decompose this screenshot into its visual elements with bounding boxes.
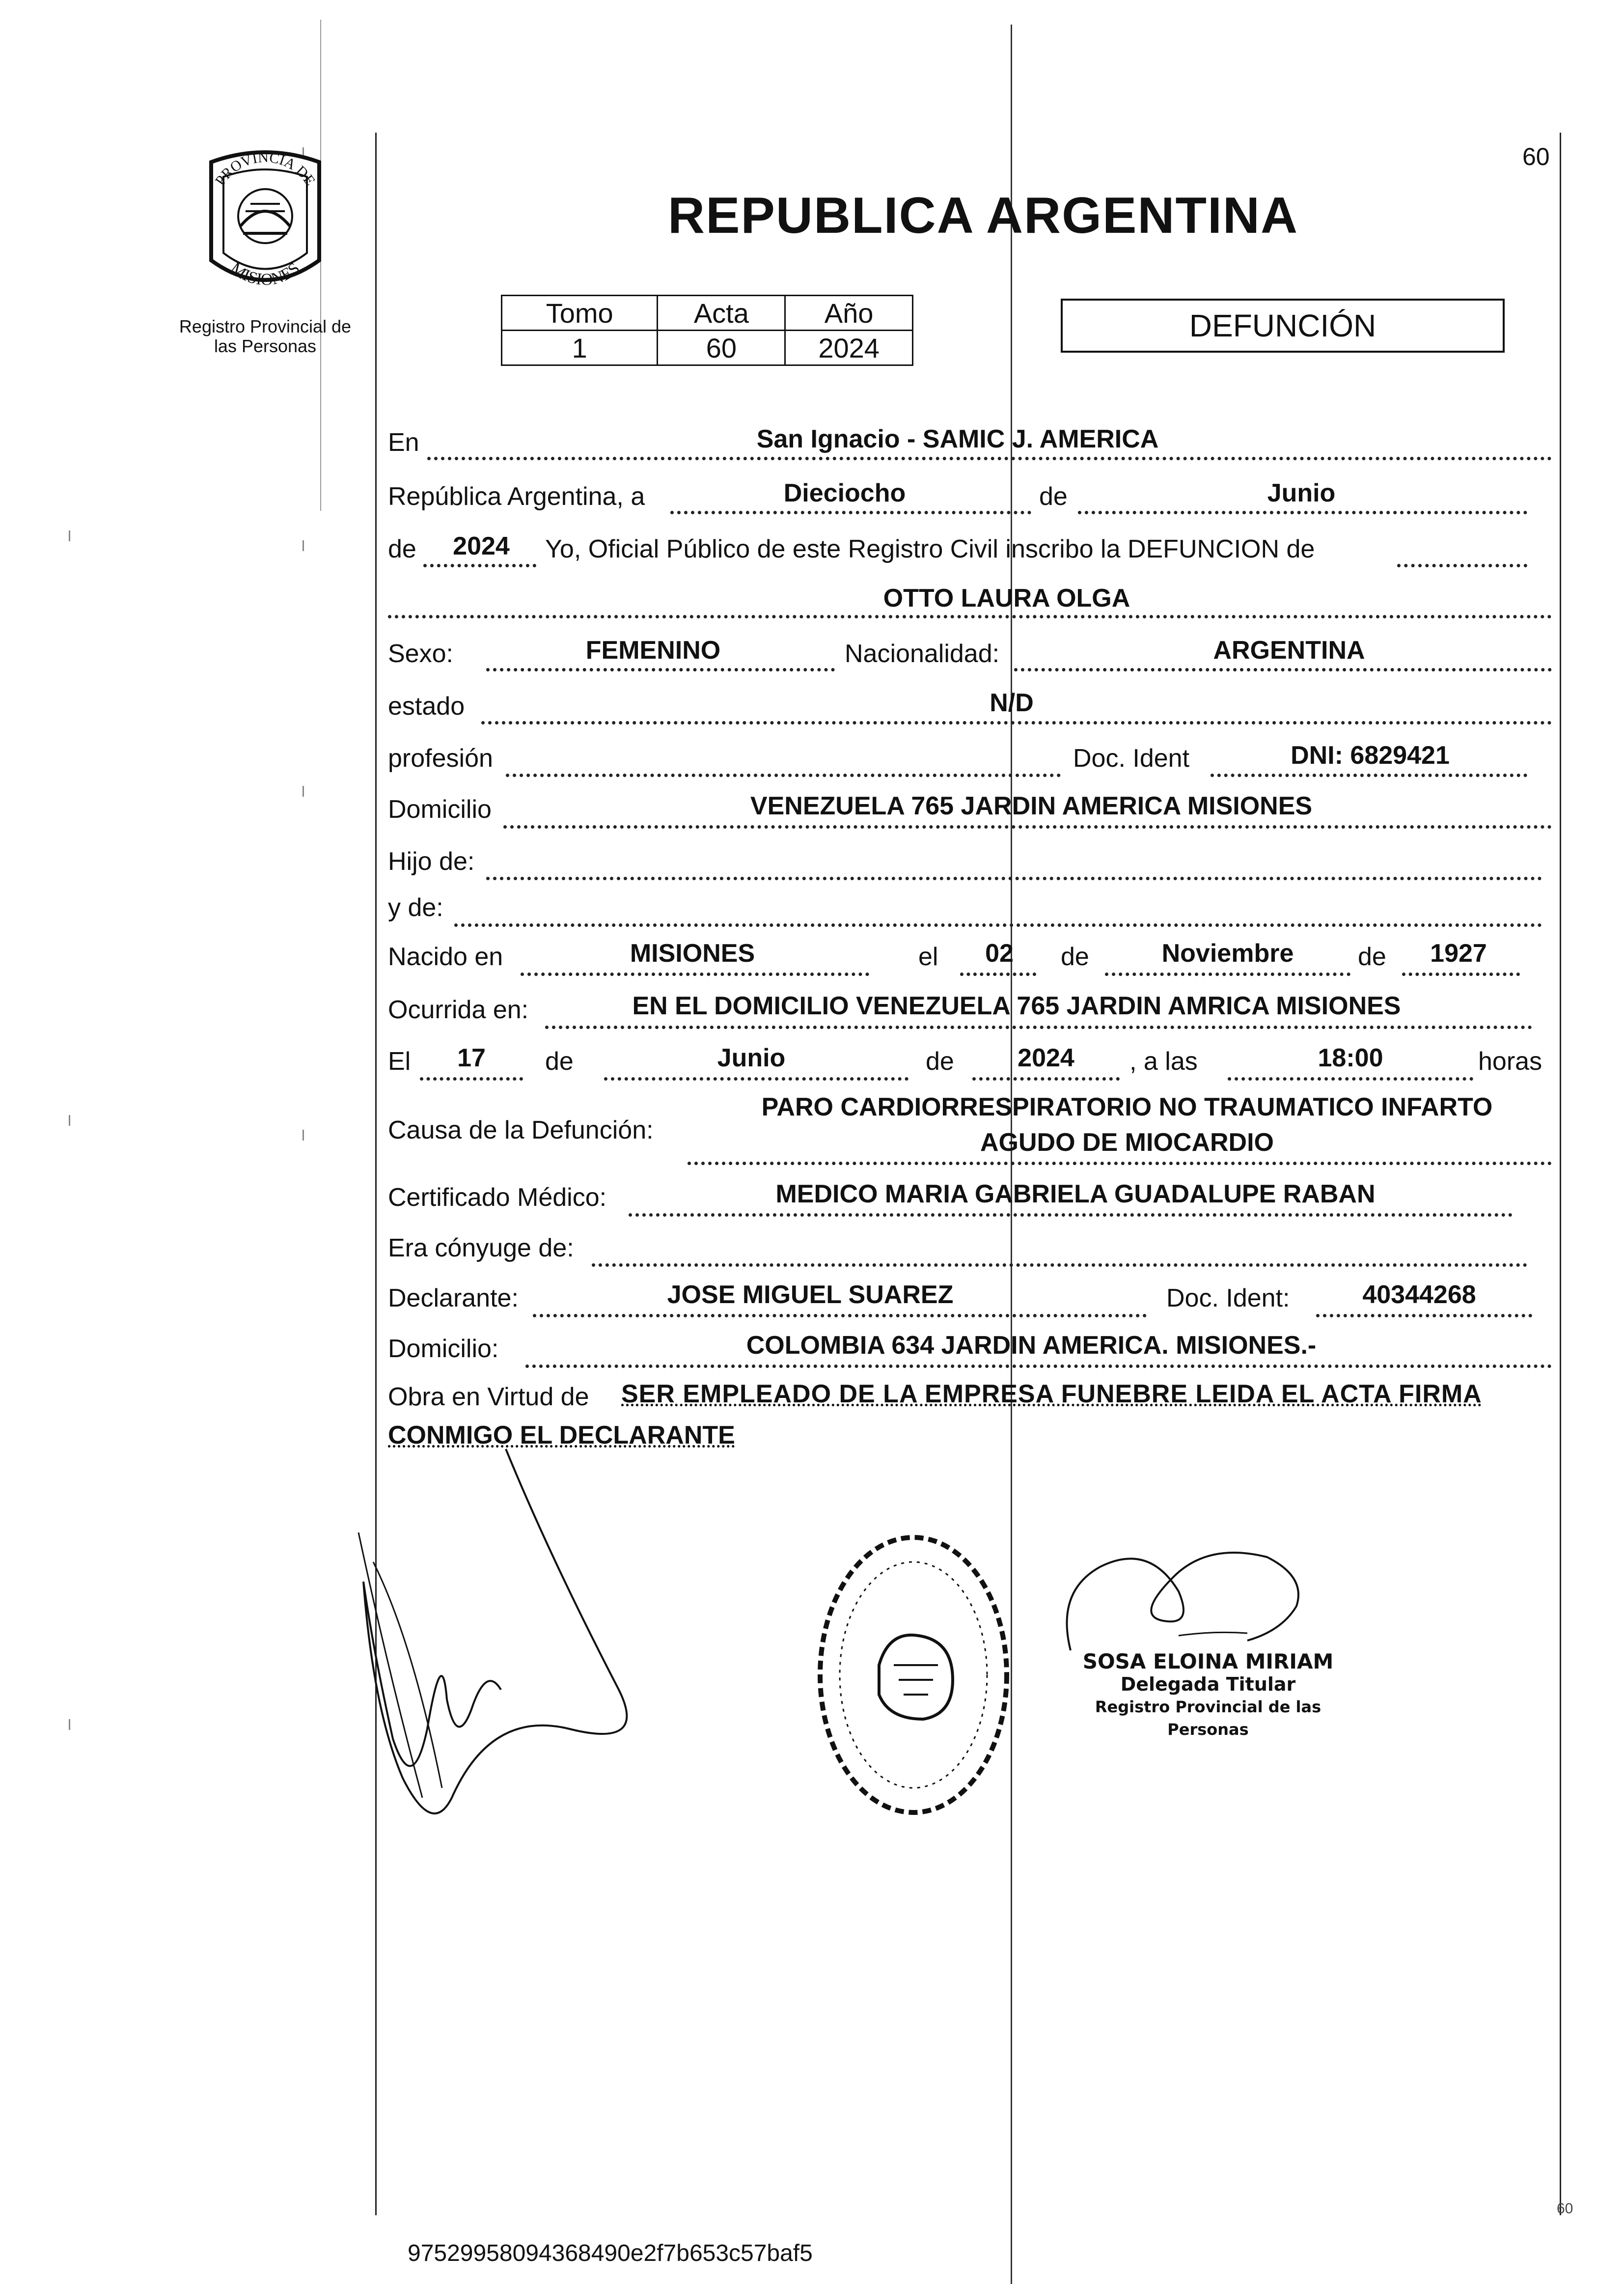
de2-label: de bbox=[388, 535, 416, 563]
ocurrida-label: Ocurrida en: bbox=[388, 996, 529, 1024]
yde-dots bbox=[454, 923, 1542, 927]
seal-caption-line1: Registro Provincial de bbox=[179, 316, 352, 336]
cert-value: MEDICO MARIA GABRIELA GUADALUPE RABAN bbox=[775, 1180, 1376, 1208]
official-role: Delegada Titular bbox=[1120, 1673, 1296, 1695]
estado-dots bbox=[481, 721, 1552, 724]
nacido-value: MISIONES bbox=[630, 939, 755, 968]
domicilio-label: Domicilio bbox=[388, 795, 492, 824]
seal-caption-line2: las Personas bbox=[214, 336, 317, 356]
ocurrida-value: EN EL DOMICILIO VENEZUELA 765 JARDIN AMRICA MISIONES bbox=[632, 992, 1401, 1020]
seal-emblem-icon bbox=[196, 142, 334, 300]
official-name: SOSA ELOINA MIRIAM bbox=[1082, 1649, 1334, 1673]
record-table-header bbox=[502, 296, 913, 331]
scan-mark bbox=[303, 1130, 304, 1141]
en-value: San Ignacio - SAMIC J. AMERICA bbox=[756, 425, 1159, 453]
provincial-seal bbox=[196, 142, 334, 300]
decl-dom-label: Domicilio: bbox=[388, 1335, 499, 1363]
domicilio-value: VENEZUELA 765 JARDIN AMERICA MISIONES bbox=[750, 792, 1313, 820]
doc-type-box bbox=[1061, 299, 1505, 353]
declarant-signature bbox=[344, 1434, 688, 1847]
value-acta: 60 bbox=[658, 331, 785, 365]
record-table bbox=[501, 295, 913, 366]
nac-dia-value: 02 bbox=[985, 939, 1014, 968]
yde-label: y de: bbox=[388, 893, 443, 922]
horas-label: horas bbox=[1478, 1047, 1542, 1076]
def-dia-dots bbox=[420, 1077, 523, 1081]
def-mes-dots bbox=[604, 1077, 908, 1081]
doc-ident-value: DNI: 6829421 bbox=[1291, 741, 1450, 770]
nombre-value: OTTO LAURA OLGA bbox=[883, 584, 1130, 613]
record-table-values bbox=[502, 331, 913, 365]
decl-dom-value: COLOMBIA 634 JARDIN AMERICA. MISIONES.- bbox=[746, 1331, 1317, 1360]
scan-mark bbox=[69, 1719, 70, 1730]
nac-mes-value: Noviembre bbox=[1161, 939, 1294, 968]
scan-mark bbox=[303, 540, 304, 551]
footer-page-number: 60 bbox=[1557, 2200, 1573, 2217]
left-border-line bbox=[375, 133, 377, 2215]
doc-ident-dots bbox=[1211, 774, 1527, 777]
causa-dots bbox=[688, 1162, 1552, 1165]
def-anio-value: 2024 bbox=[1018, 1044, 1074, 1072]
nacionalidad-label: Nacionalidad: bbox=[845, 640, 1000, 668]
header-acta: Acta bbox=[658, 296, 785, 331]
nacionalidad-dots bbox=[1014, 668, 1552, 671]
el-label: el bbox=[918, 943, 938, 971]
doc-type-label: DEFUNCIÓN bbox=[1189, 308, 1376, 343]
nacido-dots bbox=[521, 973, 869, 976]
causa-label: Causa de la Defunción: bbox=[388, 1116, 654, 1144]
sexo-value: FEMENINO bbox=[585, 636, 721, 665]
obra-label: Obra en Virtud de bbox=[388, 1383, 589, 1411]
dia-dots bbox=[670, 511, 1031, 514]
mes-dots bbox=[1078, 511, 1527, 514]
yo-dots bbox=[1397, 564, 1527, 567]
en-dots bbox=[427, 457, 1552, 460]
scan-mark bbox=[69, 1115, 70, 1126]
official-office: Registro Provincial de las Personas bbox=[1095, 1698, 1321, 1739]
ocurrida-dots bbox=[545, 1026, 1532, 1029]
seal-top-text: PROVINCIA DE bbox=[212, 149, 319, 189]
scan-mark bbox=[69, 530, 70, 541]
dia-value: Dieciocho bbox=[783, 479, 906, 507]
nac-mes-dots bbox=[1105, 973, 1350, 976]
mes-value: Junio bbox=[1267, 479, 1336, 507]
svg-text:MISIONES bbox=[227, 259, 303, 289]
page-title: REPUBLICA ARGENTINA bbox=[668, 187, 1299, 244]
def-de2-label: de bbox=[926, 1047, 954, 1076]
hijo-label: Hijo de: bbox=[388, 847, 475, 876]
header-tomo: Tomo bbox=[502, 296, 658, 331]
hora-dots bbox=[1228, 1077, 1473, 1081]
right-border-line bbox=[1560, 133, 1561, 2215]
anio-value: 2024 bbox=[453, 532, 510, 560]
profesion-label: profesión bbox=[388, 744, 493, 773]
seal-bottom-text: MISIONES bbox=[227, 259, 303, 289]
def-mes-value: Junio bbox=[717, 1044, 786, 1072]
profesion-dots bbox=[506, 774, 1061, 777]
registry-stamp bbox=[805, 1518, 1021, 1832]
cert-label: Certificado Médico: bbox=[388, 1183, 607, 1212]
El-label: El bbox=[388, 1047, 411, 1076]
declarante-dots bbox=[533, 1314, 1147, 1317]
page-number: 60 bbox=[1522, 143, 1550, 170]
decl-doc-label: Doc. Ident: bbox=[1166, 1284, 1290, 1312]
def-dia-value: 17 bbox=[457, 1044, 486, 1072]
def-de-label: de bbox=[545, 1047, 574, 1076]
nac-dia-dots bbox=[960, 973, 1036, 976]
republica-label: República Argentina, a bbox=[388, 482, 645, 511]
nac-de2-label: de bbox=[1358, 943, 1386, 971]
declarante-label: Declarante: bbox=[388, 1284, 519, 1312]
causa-line2: AGUDO DE MIOCARDIO bbox=[980, 1128, 1274, 1157]
document-hash: 97529958094368490e2f7b653c57baf5 bbox=[408, 2240, 813, 2266]
official-stamp bbox=[1056, 1650, 1360, 1741]
hijo-dots bbox=[486, 877, 1542, 880]
decl-doc-dots bbox=[1316, 1314, 1532, 1317]
estado-label: estado bbox=[388, 692, 465, 721]
domicilio-dots bbox=[503, 825, 1552, 829]
seal-caption bbox=[167, 317, 363, 356]
yo-text: Yo, Oficial Público de este Registro Civil inscribo la DEFUNCION de bbox=[545, 535, 1315, 563]
value-anio: 2024 bbox=[785, 331, 913, 365]
cert-dots bbox=[629, 1213, 1513, 1217]
obra-line1: SER EMPLEADO DE LA EMPRESA FUNEBRE LEIDA EL ACTA FIRMA bbox=[621, 1380, 1482, 1408]
anio-dots bbox=[423, 564, 536, 567]
nac-de-label: de bbox=[1061, 943, 1089, 971]
conyuge-dots bbox=[592, 1263, 1527, 1267]
header-anio: Año bbox=[785, 296, 913, 331]
estado-value: N/D bbox=[990, 689, 1034, 717]
nacionalidad-value: ARGENTINA bbox=[1213, 636, 1365, 665]
nombre-dots bbox=[388, 615, 1552, 618]
obra-line2: CONMIGO EL DECLARANTE bbox=[388, 1421, 735, 1449]
alas-label: , a las bbox=[1129, 1047, 1198, 1076]
nacido-label: Nacido en bbox=[388, 943, 503, 971]
value-tomo: 1 bbox=[502, 331, 658, 365]
scan-mark bbox=[303, 786, 304, 797]
sexo-label: Sexo: bbox=[388, 640, 453, 668]
decl-doc-value: 40344268 bbox=[1362, 1281, 1476, 1309]
declarante-value: JOSE MIGUEL SUAREZ bbox=[667, 1281, 954, 1309]
causa-line1: PARO CARDIORRESPIRATORIO NO TRAUMATICO INFARTO bbox=[761, 1093, 1493, 1121]
conyuge-label: Era cónyuge de: bbox=[388, 1234, 574, 1262]
decl-dom-dots bbox=[525, 1365, 1552, 1368]
nac-anio-value: 1927 bbox=[1430, 939, 1487, 968]
sexo-dots bbox=[486, 668, 835, 671]
en-label: En bbox=[388, 428, 419, 457]
doc-ident-label: Doc. Ident bbox=[1073, 744, 1190, 773]
def-anio-dots bbox=[972, 1077, 1120, 1081]
hora-value: 18:00 bbox=[1318, 1044, 1383, 1072]
de-label: de bbox=[1039, 482, 1068, 511]
nac-anio-dots bbox=[1402, 973, 1520, 976]
